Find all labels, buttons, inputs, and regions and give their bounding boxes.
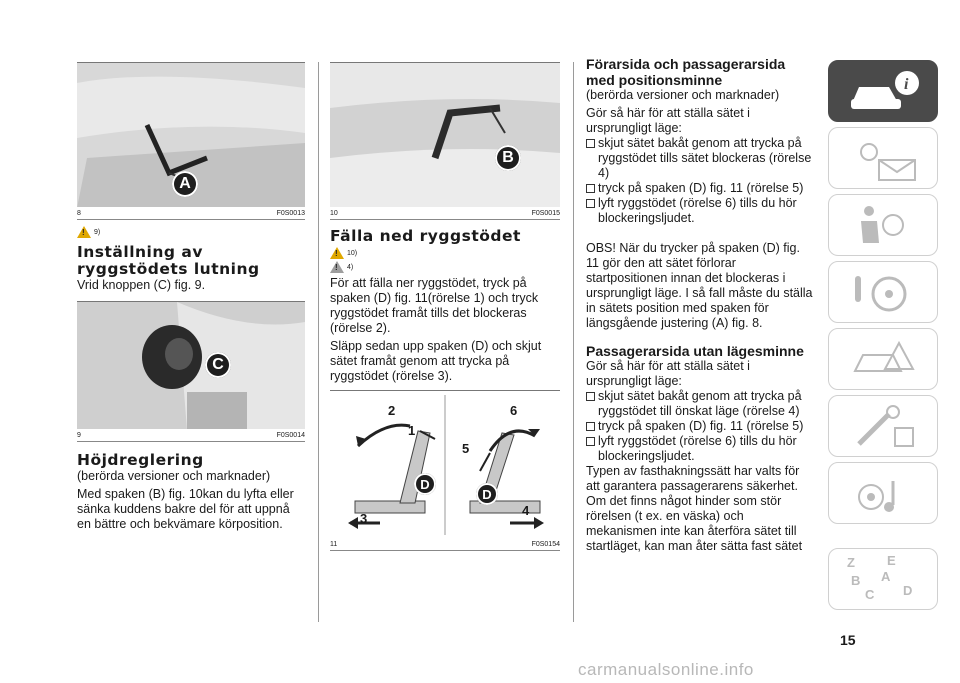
tab-car-info[interactable] xyxy=(828,60,938,122)
figure-code: F0S0014 xyxy=(276,432,305,439)
list-item: tryck på spaken (D) fig. 11 (rörelse 5) xyxy=(586,181,816,196)
paragraph: Gör så här för att ställa sätet i ursprungligt läge: xyxy=(586,106,750,135)
callout-c: C xyxy=(205,352,231,378)
paragraph: Gör så här för att ställa sätet i ursprungligt läge: xyxy=(586,359,750,388)
warning-triangle-icon xyxy=(330,247,344,259)
page-number: 15 xyxy=(840,632,856,648)
column-divider xyxy=(318,62,319,622)
index-letter: D xyxy=(903,583,913,598)
height-lever-illustration xyxy=(330,63,560,207)
figure-code: F0S0013 xyxy=(276,210,305,217)
column-2 xyxy=(330,62,560,551)
figure-10-caption xyxy=(330,210,560,220)
callout-a: A xyxy=(172,171,198,197)
paragraph: Släpp sedan upp spaken (D) och skjut sätet framåt genom att trycka på ryggstödet (rörelse 3). xyxy=(330,339,542,383)
warning-reference xyxy=(330,247,560,259)
tab-steering[interactable] xyxy=(828,261,938,323)
warning-reference xyxy=(330,261,560,273)
index-letter: A xyxy=(881,569,891,584)
tab-index[interactable] xyxy=(828,548,938,610)
heading-fold-backrest: Fälla ned ryggstödet xyxy=(330,227,521,245)
list-item: tryck på spaken (D) fig. 11 (rörelse 5) xyxy=(586,419,816,434)
column-3 xyxy=(586,56,816,554)
motion-label: 6 xyxy=(510,403,518,418)
index-letter: Z xyxy=(847,555,855,570)
figure-8-caption xyxy=(77,210,305,220)
tab-maintenance[interactable] xyxy=(828,395,938,457)
paragraph: (berörda versioner och marknader) xyxy=(77,469,271,483)
callout-b: B xyxy=(495,145,521,171)
watermark: carmanualsonline.info xyxy=(578,660,754,679)
figure-11-caption xyxy=(330,541,560,551)
caution-triangle-icon xyxy=(330,261,344,273)
warning-ref-number: 4) xyxy=(347,263,354,271)
list-item: skjut sätet bakåt genom att trycka på ryggstödet tills sätet blockeras (rörelse 4) xyxy=(586,136,816,181)
figure-10 xyxy=(330,62,560,207)
warning-reference xyxy=(77,226,305,238)
paragraph: Med spaken (B) fig. 10kan du lyfta eller sänka kuddens bakre del för att uppnå en bättre och bekvämare körposition. xyxy=(77,487,294,531)
tab-breakdown[interactable] xyxy=(828,328,938,390)
figure-number: 10 xyxy=(330,210,338,217)
index-letter: B xyxy=(851,573,861,588)
figure-9-caption xyxy=(77,432,305,442)
motion-label: 1 xyxy=(408,423,416,438)
motion-label: 5 xyxy=(462,441,470,456)
callout-d: D xyxy=(414,473,436,495)
tab-multimedia[interactable] xyxy=(828,462,938,524)
heading-height-adjust: Höjdreglering xyxy=(77,451,204,469)
figure-code: F0S0015 xyxy=(531,210,560,217)
svg-text:i: i xyxy=(904,76,909,93)
list-item: lyft ryggstödet (rörelse 6) tills du hör blockeringsljudet. xyxy=(586,434,816,464)
recline-knob-illustration xyxy=(77,302,305,429)
airbag-safety-icon xyxy=(849,203,919,249)
warning-ref-number: 10) xyxy=(347,249,358,257)
figure-code: F0S0154 xyxy=(531,541,560,548)
index-letter: C xyxy=(865,587,875,602)
multimedia-icon xyxy=(849,471,919,517)
column-divider xyxy=(573,62,574,622)
figure-number: 11 xyxy=(330,541,338,548)
warning-lights-icon xyxy=(849,136,919,182)
index-letter: E xyxy=(887,553,896,568)
steering-wheel-icon xyxy=(849,270,919,316)
warning-triangle-icon xyxy=(77,226,91,238)
list-item: skjut sätet bakåt genom att trycka på ryggstödet till önskat läge (rörelse 4) xyxy=(586,389,816,419)
tab-warning-lights[interactable] xyxy=(828,127,938,189)
heading-memory-seat: Förarsida och passagerarsida med positionsminne xyxy=(586,56,786,88)
paragraph: Typen av fasthakningssätt har valts för att garantera passagerarens säkerhet. Om det finns något hinder som stör rörelsen (t ex. en väska) och mekanismen inte kan återföra sätet till startläget, kan man åter sätta fast sätet xyxy=(586,464,803,553)
tab-airbag-safety[interactable] xyxy=(828,194,938,256)
motion-label: 3 xyxy=(360,511,368,526)
list-item: lyft ryggstödet (rörelse 6) tills du hör blockeringsljudet. xyxy=(586,196,816,226)
figure-8 xyxy=(77,62,305,207)
car-info-icon xyxy=(849,69,919,115)
index-icon xyxy=(847,553,927,607)
breakdown-icon xyxy=(849,337,919,383)
paragraph: Vrid knoppen (C) fig. 9. xyxy=(77,278,206,292)
motion-label: 4 xyxy=(522,503,530,518)
warning-ref-number: 9) xyxy=(94,228,101,236)
figure-number: 8 xyxy=(77,210,81,217)
heading-backrest-tilt: Inställning av ryggstödets lutning xyxy=(77,243,260,278)
column-1 xyxy=(77,62,305,532)
motion-label: 2 xyxy=(388,403,396,418)
figure-9 xyxy=(77,301,305,429)
figure-number: 9 xyxy=(77,432,81,439)
maintenance-icon xyxy=(849,404,919,450)
heading-passenger-no-memory: Passagerarsida utan lägesminne xyxy=(586,343,804,359)
callout-d: D xyxy=(476,483,498,505)
paragraph: OBS! När du trycker på spaken (D) fig. 11 gör den att sätet förlorar startpositionen innan det blockeras i ursprungligt läge. I så fall måste du ställa in sätets position med spaken för längsgående justering (A) fig. 8. xyxy=(586,241,813,330)
figure-11 xyxy=(330,390,560,538)
paragraph: (berörda versioner och marknader) xyxy=(586,88,780,102)
paragraph: För att fälla ner ryggstödet, tryck på spaken (D) fig. 11(rörelse 1) och tryck ryggstödet framåt tills det blockeras (rörelse 2). xyxy=(330,276,539,335)
